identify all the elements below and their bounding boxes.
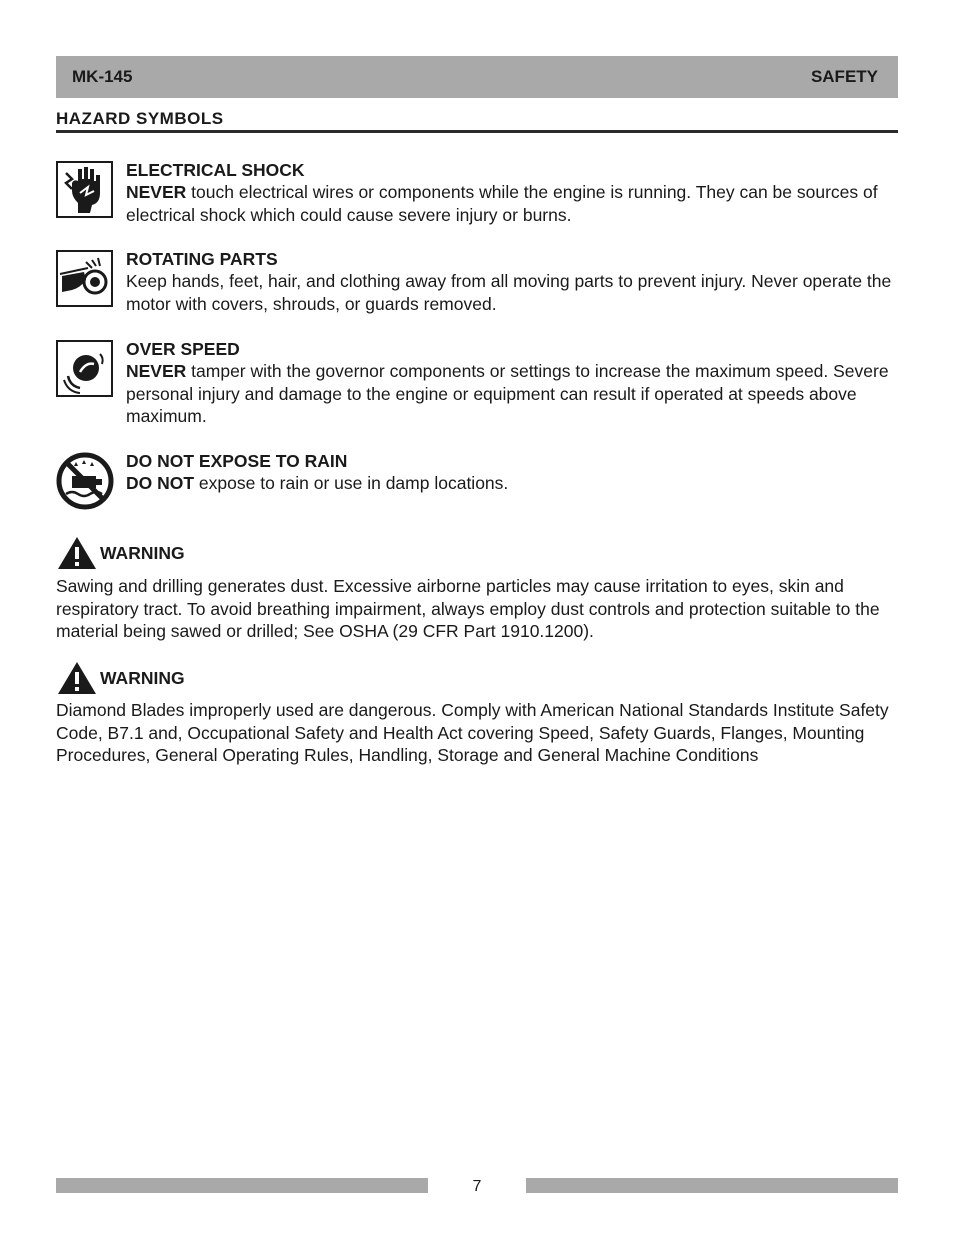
warning-label: WARNING (100, 667, 185, 688)
rotating-parts-icon (56, 250, 113, 307)
hazard-text: touch electrical wires or components while the engine is running. They can be sources of electrical shock which could cause severe injury or burns. (126, 182, 878, 225)
model-number: MK-145 (72, 67, 133, 86)
hazard-body (126, 181, 898, 226)
hazard-body (126, 270, 898, 315)
over-speed-icon (56, 340, 113, 397)
hazard-body (126, 360, 898, 428)
warning-label: WARNING (100, 542, 185, 563)
hazard-lead: NEVER (126, 182, 187, 202)
hazard-title: OVER SPEED (126, 339, 240, 359)
electrical-shock-icon (56, 161, 113, 218)
warning-text: Diamond Blades improperly used are dangerous. Comply with American National Standards Institute Safety Code, B7.1 and, Occupational Safety and Health Act covering Speed, Safety Guards, Flanges, Mounting Procedures, General Operating Rules, Handling, Storage and General Machine Conditions (56, 700, 889, 765)
warning-heading (56, 535, 185, 571)
warning-heading (56, 660, 185, 696)
hazard-text: expose to rain or use in damp locations. (194, 473, 509, 493)
hazard-title: ELECTRICAL SHOCK (126, 160, 305, 180)
warning-triangle-icon (56, 660, 98, 696)
footer-bar-right (526, 1178, 898, 1193)
hazard-body (126, 472, 898, 495)
hazard-text: Keep hands, feet, hair, and clothing away from all moving parts to prevent injury. Never operate the motor with covers, shrouds, or guards removed. (126, 271, 892, 314)
section-title: HAZARD SYMBOLS (56, 109, 898, 133)
hazard-title: DO NOT EXPOSE TO RAIN (126, 451, 348, 471)
page-header (56, 56, 898, 98)
page-number: 7 (472, 1178, 482, 1195)
footer-bar-left (56, 1178, 428, 1193)
hazard-lead: NEVER (126, 361, 187, 381)
warning-triangle-icon (56, 535, 98, 571)
hazard-text: tamper with the governor components or settings to increase the maximum speed. Severe personal injury and damage to the engine or equipment can result if operated at speeds above maximum. (126, 361, 889, 426)
warning-text: Sawing and drilling generates dust. Excessive airborne particles may cause irritation to eyes, skin and respiratory tract. To avoid breathing impairment, always employ dust controls and protection suitable to the material being sawed or drilled; See OSHA (29 CFR Part 1910.1200). (56, 576, 880, 641)
hazard-lead: DO NOT (126, 473, 195, 493)
section-name: SAFETY (810, 67, 878, 86)
hazard-title: ROTATING PARTS (126, 249, 278, 269)
no-rain-icon (56, 452, 113, 509)
